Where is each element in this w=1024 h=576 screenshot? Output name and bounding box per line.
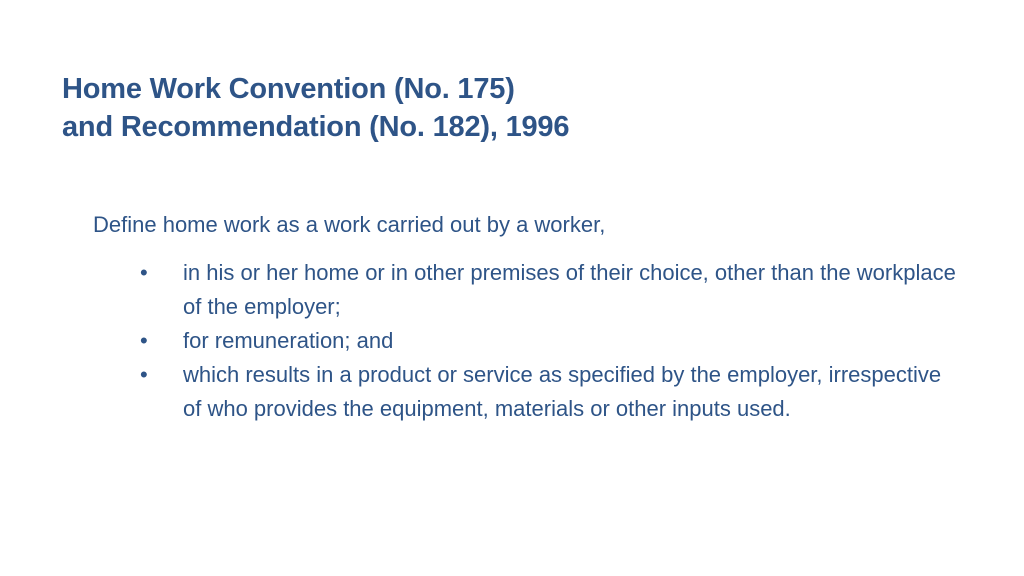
intro-text: Define home work as a work carried out by a worker, (93, 212, 606, 237)
bullet-item (140, 256, 960, 324)
bullet-icon: • (140, 328, 148, 353)
bullet-text: in his or her home or in other premises of their choice, other than the workplace of the employer; (183, 260, 956, 319)
title-line-1: Home Work Convention (No. 175) (62, 73, 515, 105)
bullet-text: for remuneration; and (183, 328, 394, 353)
bullet-text: which results in a product or service as specified by the employer, irrespective of who provides the equipment, materials or other inputs used. (183, 362, 942, 421)
bullet-item (140, 358, 960, 426)
bullet-icon: • (140, 260, 148, 285)
bullet-list (140, 256, 960, 426)
title-line-2: and Recommendation (No. 182), 1996 (62, 111, 570, 143)
bullet-icon: • (140, 362, 148, 387)
slide-title (62, 70, 569, 146)
bullet-item (140, 324, 960, 358)
